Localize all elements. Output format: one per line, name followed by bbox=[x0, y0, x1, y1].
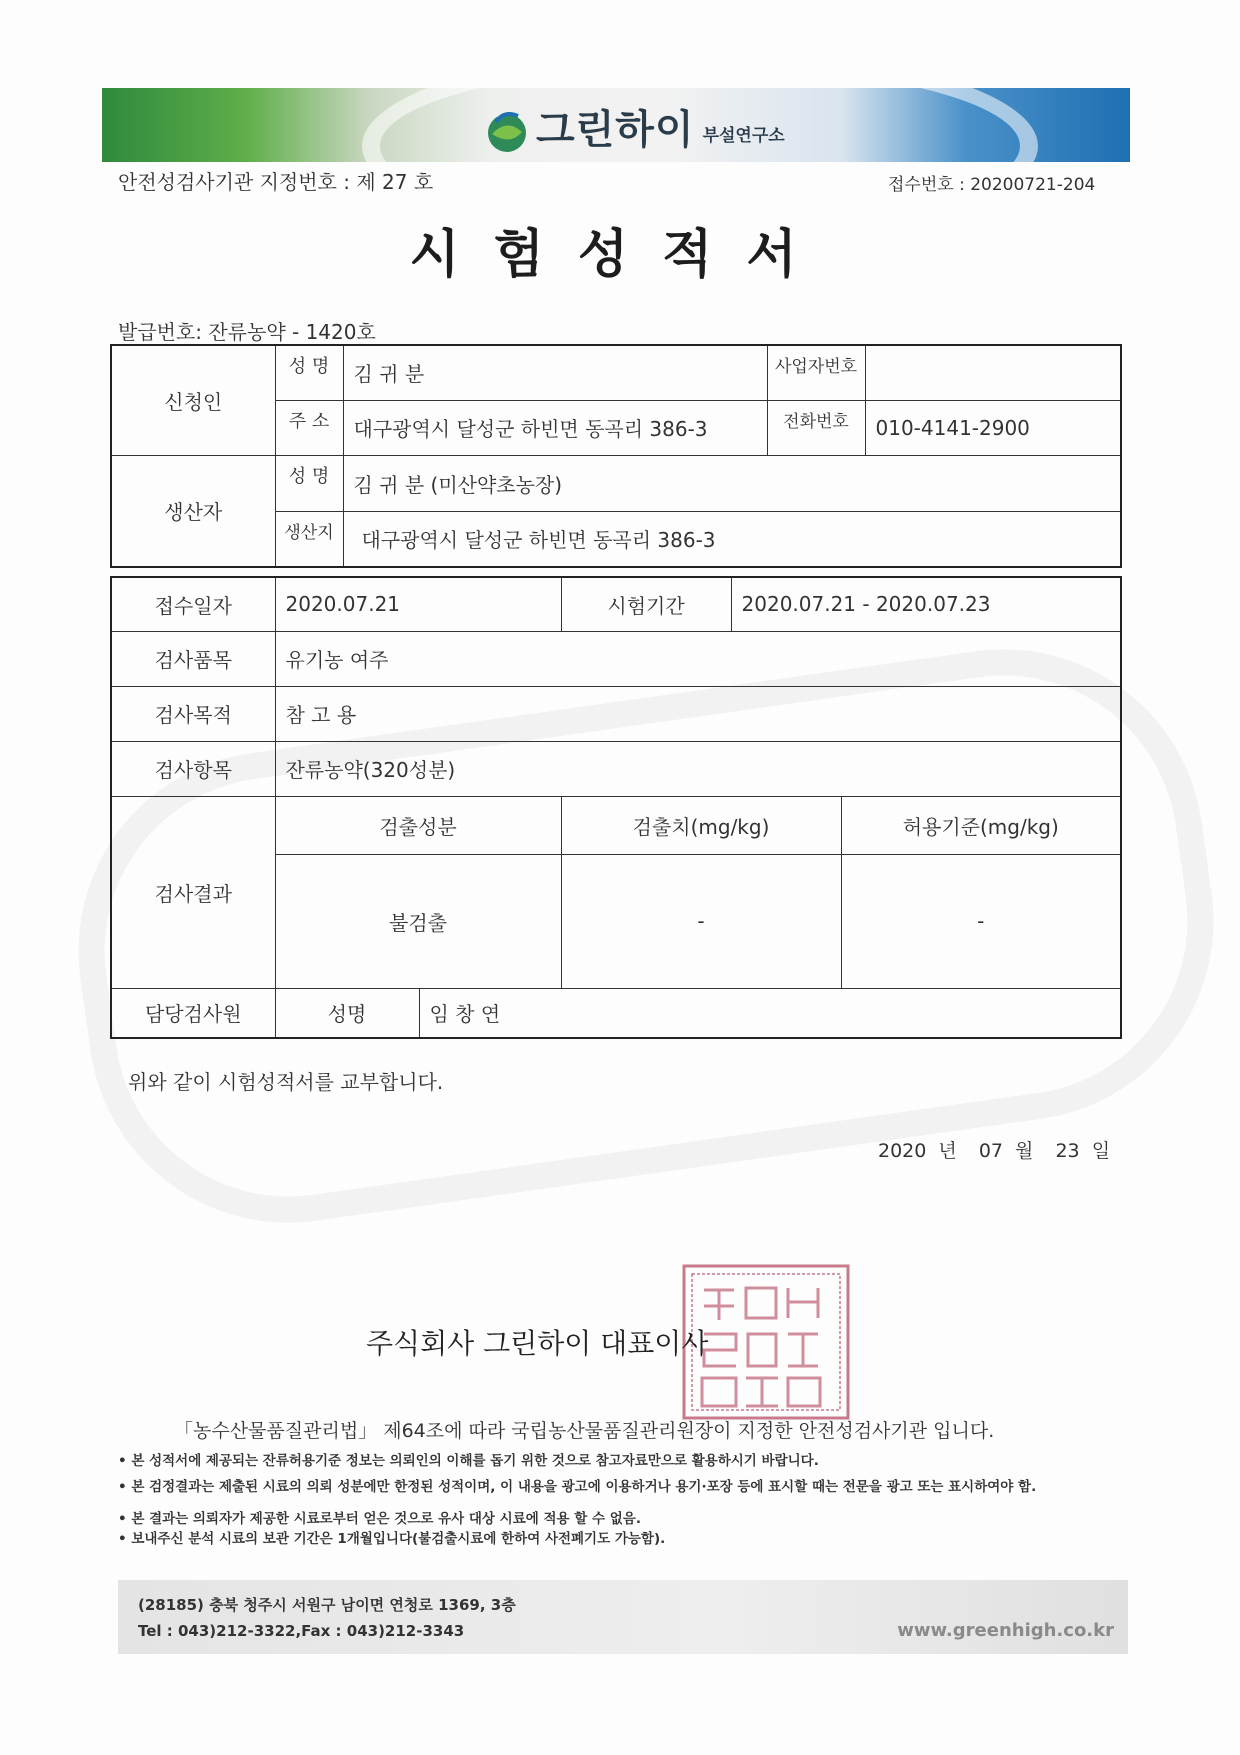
producer-label: 생산자 bbox=[111, 455, 275, 567]
business-no-label: 사업자번호 bbox=[767, 345, 865, 400]
date-year: 2020 bbox=[878, 1140, 927, 1162]
scope-value: 잔류농약(320성분) bbox=[275, 741, 1121, 796]
legal-statement: 「농수산물품질관리법」 제64조에 따라 국립농산물품질관리원장이 지정한 안전성검사기관 입니다. bbox=[174, 1420, 995, 1442]
received-date-label: 접수일자 bbox=[111, 577, 275, 631]
date-year-unit: 년 bbox=[938, 1140, 957, 1162]
party-table bbox=[110, 344, 1122, 568]
note-2: • 본 검정결과는 제출된 시료의 의뢰 성분에만 한정된 성적이며, 이 내용을 광고에 이용하거나 용기·포장 등에 표시할 때는 전문을 광고 또는 표시하여야 함. bbox=[118, 1479, 1037, 1495]
date-day: 23 bbox=[1055, 1140, 1080, 1162]
producer-name-label: 성 명 bbox=[275, 455, 343, 511]
producer-name: 김 귀 분 (미산약초농장) bbox=[343, 455, 1121, 511]
applicant-address-label: 주 소 bbox=[275, 400, 343, 455]
phone-number: 010-4141-2900 bbox=[865, 400, 1121, 455]
footer-address: (28185) 충북 청주시 서원구 남이면 연청로 1369, 3층 bbox=[138, 1596, 516, 1614]
applicant-label: 신청인 bbox=[111, 345, 275, 455]
inspector-name-label: 성명 bbox=[275, 988, 419, 1038]
result-col-detected: 검출치(mg/kg) bbox=[561, 796, 841, 854]
result-col-component: 검출성분 bbox=[275, 796, 561, 854]
test-table bbox=[110, 576, 1122, 1039]
applicant-address: 대구광역시 달성군 하빈면 동곡리 386-3 bbox=[343, 400, 767, 455]
footer-website: www.greenhigh.co.kr bbox=[897, 1620, 1114, 1641]
date-day-unit: 일 bbox=[1091, 1140, 1111, 1162]
issue-date bbox=[878, 1136, 1110, 1163]
phone-label: 전화번호 bbox=[767, 400, 865, 455]
note-1: • 본 성적서에 제공되는 잔류허용기준 정보는 의뢰인의 이해를 돕기 위한 것으로 참고자료만으로 활용하시기 바랍니다. bbox=[118, 1453, 819, 1469]
agency-designation: 안전성검사기관 지정번호 : 제 27 호 bbox=[118, 170, 434, 194]
producer-place: 대구광역시 달성군 하빈면 동곡리 386-3 bbox=[343, 511, 1121, 567]
company-logo bbox=[482, 94, 785, 154]
result-component: 불검출 bbox=[275, 854, 561, 988]
inspector-name: 임 창 연 bbox=[419, 988, 1121, 1038]
footer-bar bbox=[118, 1580, 1128, 1654]
producer-place-label: 생산지 bbox=[275, 511, 343, 567]
result-limit: - bbox=[841, 854, 1121, 988]
logo-text: 그린하이 bbox=[536, 107, 695, 153]
purpose-label: 검사목적 bbox=[111, 686, 275, 741]
issue-number: 발급번호: 잔류농약 - 1420호 bbox=[118, 320, 376, 344]
purpose-value: 참 고 용 bbox=[275, 686, 1121, 741]
received-date: 2020.07.21 bbox=[275, 577, 561, 631]
result-label: 검사결과 bbox=[111, 796, 275, 988]
date-month: 07 bbox=[978, 1140, 1003, 1162]
item-label: 검사품목 bbox=[111, 631, 275, 686]
footer-contact: Tel : 043)212-3322,Fax : 043)212-3343 bbox=[138, 1622, 465, 1640]
item-value: 유기농 여주 bbox=[275, 631, 1121, 686]
receipt-number: 접수번호 : 20200721-204 bbox=[888, 175, 1096, 195]
logo-leaf-icon bbox=[482, 108, 532, 154]
business-no bbox=[865, 345, 1121, 400]
scope-label: 검사항목 bbox=[111, 741, 275, 796]
applicant-name: 김 귀 분 bbox=[343, 345, 767, 400]
issuer-name: 주식회사 그린하이 대표이사 bbox=[366, 1327, 709, 1360]
issuance-statement: 위와 같이 시험성적서를 교부합니다. bbox=[128, 1070, 444, 1094]
note-4: • 보내주신 분석 시료의 보관 기간은 1개월입니다(불검출시료에 한하여 사전폐기도 가능함). bbox=[118, 1531, 666, 1547]
result-detected: - bbox=[561, 854, 841, 988]
note-3: • 본 결과는 의뢰자가 제공한 시료로부터 얻은 것으로 유사 대상 시료에 적용 할 수 없음. bbox=[118, 1511, 641, 1527]
result-col-limit: 허용기준(mg/kg) bbox=[841, 796, 1121, 854]
test-period-label: 시험기간 bbox=[561, 577, 731, 631]
applicant-name-label: 성 명 bbox=[275, 345, 343, 400]
logo-subtitle: 부설연구소 bbox=[702, 126, 785, 146]
date-month-unit: 월 bbox=[1015, 1140, 1034, 1162]
inspector-label: 담당검사원 bbox=[111, 988, 275, 1038]
page-title: 시험성적서 bbox=[409, 225, 831, 285]
test-period: 2020.07.21 - 2020.07.23 bbox=[731, 577, 1121, 631]
